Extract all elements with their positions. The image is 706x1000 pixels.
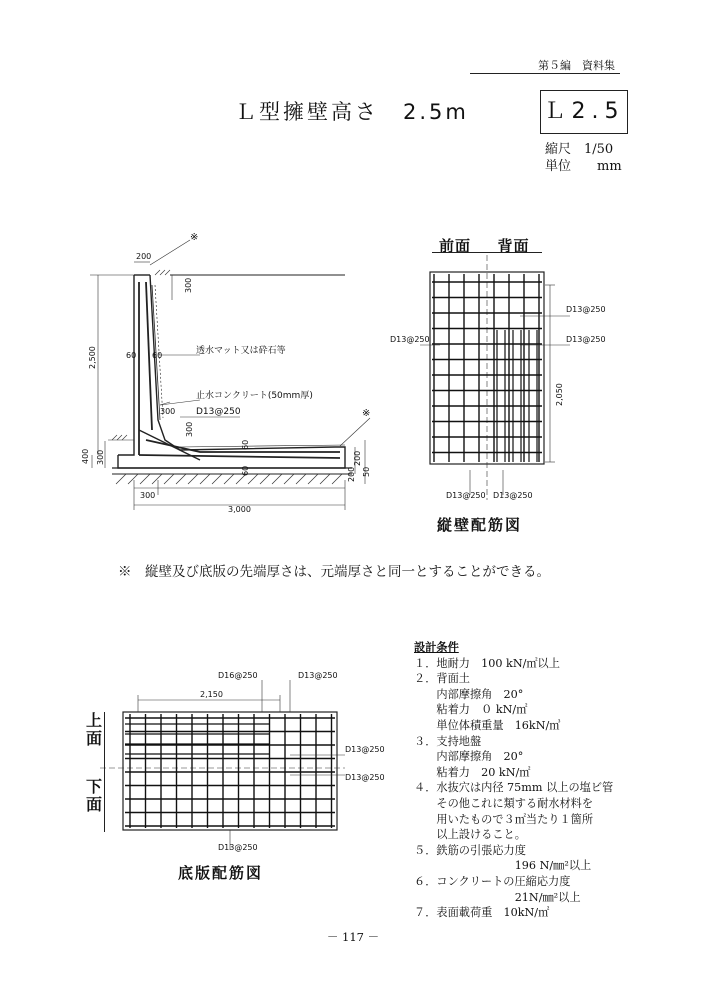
wall-bar-4: D13@250 — [446, 491, 486, 500]
design-condition-line: 以上設けること。 — [414, 828, 526, 842]
design-condition-line: ５．鉄筋の引張応力度 — [414, 843, 526, 857]
dim-base-400: 400 — [81, 448, 90, 464]
wall-bar-1: D13@250 — [566, 305, 606, 314]
slab-face-bottom: 下面 — [86, 777, 105, 814]
design-condition-line: 粘着力 20 kN/㎡ — [414, 765, 531, 779]
slab-bar-2: D13@250 — [345, 745, 385, 754]
design-condition-line: 用いたもので３㎡当たり１箇所 — [414, 812, 594, 826]
design-condition-line: ２．背面土 — [414, 672, 470, 686]
design-conditions-heading: 設計条件 — [414, 640, 459, 654]
design-condition-line: 粘着力 ０ kN/㎡ — [414, 703, 528, 717]
slab-face-top: 上面 — [86, 711, 105, 748]
slab-caption: 底版配筋図 — [178, 864, 264, 882]
page-number: － 117 － — [326, 930, 380, 944]
design-condition-line: ３．支持地盤 — [414, 734, 482, 748]
wall-caption: 縦壁配筋図 — [437, 516, 523, 534]
wall-face-back: 背面 — [497, 237, 530, 255]
dim-base-200a: 200 — [353, 450, 362, 466]
design-condition-line: ４．水抜穴は内径 75mm 以上の塩ビ管 — [414, 781, 614, 795]
slab-bar-1: D13@250 — [298, 671, 338, 680]
design-condition-line: 単位体積重量 16kN/㎥ — [414, 718, 561, 732]
dim-slab-60a: 60 — [241, 439, 250, 450]
thickness-note: ※ 縦壁及び底版の先端厚さは、元端厚さと同一とすることができる。 — [118, 564, 550, 580]
note-mark-1: ※ — [190, 232, 199, 243]
dim-wall-60a: 60 — [126, 351, 137, 360]
note-mark-2: ※ — [362, 408, 371, 419]
design-condition-line: １．地耐力 100 kN/㎡以上 — [414, 656, 560, 670]
wall-height-dim: 2,050 — [555, 383, 564, 406]
design-conditions — [414, 640, 613, 921]
design-conditions-list — [414, 656, 613, 921]
design-condition-line: その他これに類する耐水材料を — [414, 796, 594, 810]
dim-wall-60b: 60 — [152, 351, 163, 360]
scale-label: 縮尺 1/50 — [545, 142, 614, 157]
slab-width-dim: 2,150 — [200, 690, 223, 699]
dim-total-width: 3,000 — [228, 505, 251, 514]
label-seal-concrete: 止水コンクリート(50mm厚) — [196, 391, 313, 401]
dim-top-slope: 300 — [184, 277, 193, 293]
design-condition-line: 21N/㎜²以上 — [414, 890, 581, 904]
design-condition-line: ６．コンクリートの圧縮応力度 — [414, 874, 571, 888]
dim-haunch-300a: 300 — [160, 407, 176, 416]
dim-top-thickness: 200 — [136, 252, 152, 261]
design-condition-line: 内部摩擦角 20° — [414, 687, 524, 701]
wall-bar-5: D13@250 — [493, 491, 533, 500]
label-bar: D13@250 — [196, 407, 241, 417]
wall-bar-2: D13@250 — [390, 335, 430, 344]
unit-label: 単位 mm — [545, 159, 622, 174]
page-title: Ｌ型擁壁高さ 2.5m — [235, 100, 469, 124]
section-header: 第５編 資料集 — [538, 59, 615, 72]
slab-bar-3: D13@250 — [345, 773, 385, 782]
dim-base-300: 300 — [96, 449, 105, 465]
dim-slab-60b: 60 — [241, 465, 250, 476]
wall-face-front: 前面 — [439, 237, 472, 255]
dim-haunch-300b: 300 — [185, 421, 194, 437]
design-condition-line: 196 N/㎜²以上 — [414, 859, 592, 873]
slab-bar-4: D13@250 — [218, 843, 258, 852]
dim-base-50: 50 — [362, 466, 371, 477]
label-drain-mat: 透水マット又は砕石等 — [196, 346, 286, 356]
slab-face-rule — [104, 712, 105, 832]
slab-bar-d16: D16@250 — [218, 671, 258, 680]
wall-bar-3: D13@250 — [566, 335, 606, 344]
dim-base-200b: 200 — [347, 466, 356, 482]
dim-wall-height: 2,500 — [88, 346, 97, 369]
drawing-code-box: Ｌ2.5 — [540, 90, 628, 134]
dim-toe-300: 300 — [140, 491, 156, 500]
design-condition-line: 内部摩擦角 20° — [414, 750, 524, 764]
design-condition-line: ７．表面載荷重 10kN/㎡ — [414, 906, 550, 920]
